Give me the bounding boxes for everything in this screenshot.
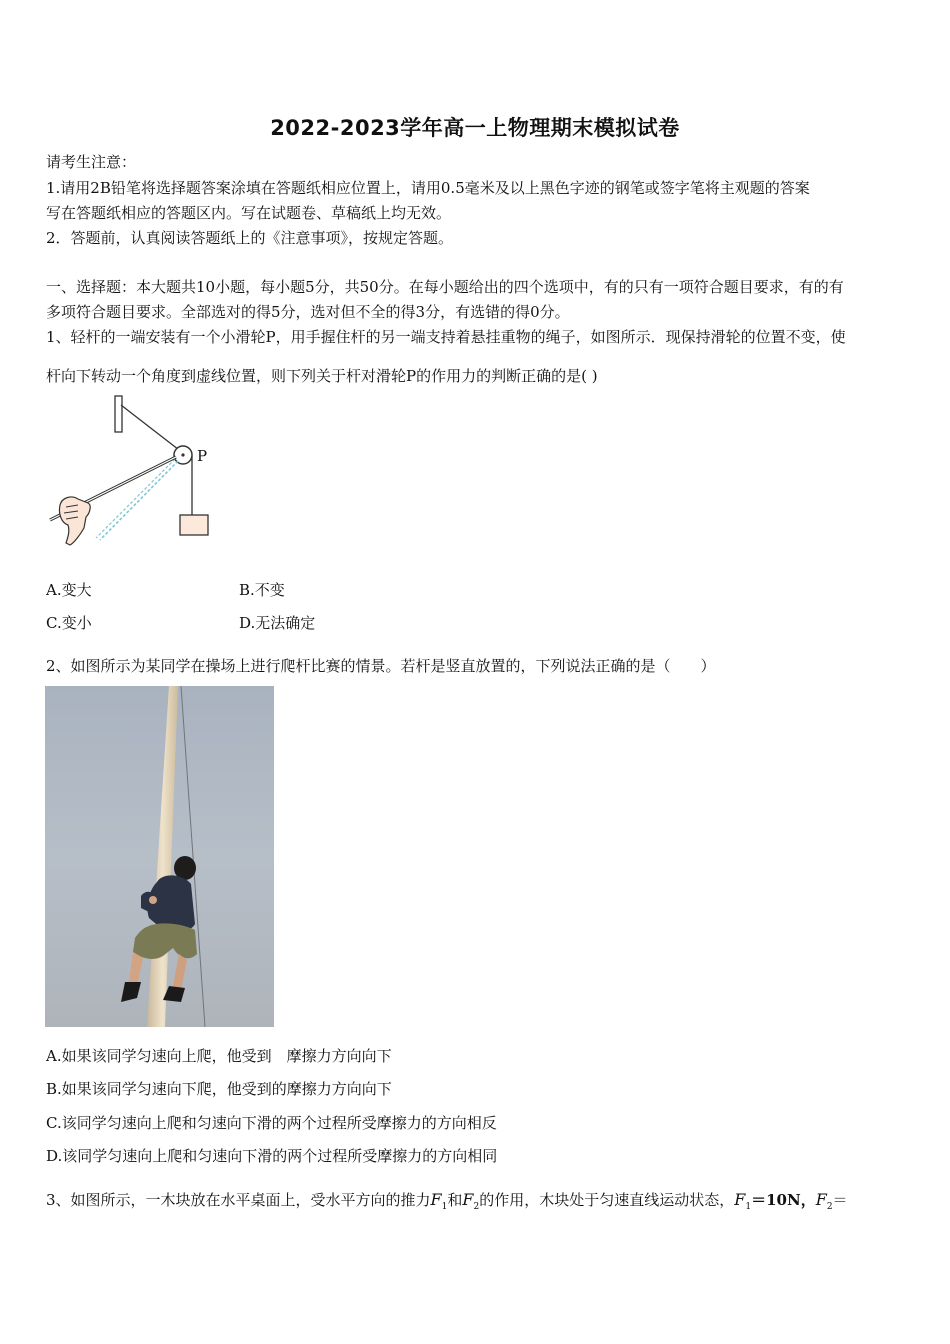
force-f1-symbol: $F_1$ [430,1190,448,1212]
dashed-rod-position [100,461,178,540]
question-2-photo [45,686,274,1027]
question-3-text-part-5: ＝ [832,1191,848,1209]
question-2-option-c[interactable]: C.该同学匀速向上爬和匀速向下滑的两个过程所受摩擦力的方向相反 [46,1114,497,1132]
notice-item-1-line-1: 1.请用2B铅笔将选择题答案涂填在答题纸相应位置上，请用0.5毫米及以上黑色字迹的钢笔或签字笔将主观题的答案 [46,179,810,197]
force-f1-value-symbol: $F_1$ [734,1190,752,1212]
question-1-stem-line-2: 杆向下转动一个角度到虚线位置，则下列关于杆对滑轮P的作用力的判断正确的是( ) [46,367,598,385]
page-title: 2022-2023学年高一上物理期末模拟试卷 [270,116,680,140]
section-1-intro-line-2: 多项符合题目要求。全部选对的得5分，选对但不全的得3分，有选错的得0分。 [46,303,570,321]
question-3-text-part-2: 和 [447,1191,463,1209]
question-1-figure [44,393,224,553]
question-2-option-b[interactable]: B.如果该同学匀速向下爬，他受到的摩擦力方向向下 [46,1080,392,1098]
question-1-option-a[interactable]: A.变大 [46,581,92,599]
notice-heading: 请考生注意： [46,153,137,171]
hand-icon [59,497,90,545]
wall-bracket [115,396,122,432]
question-3-stem [46,1190,908,1217]
question-2-option-d[interactable]: D.该同学匀速向上爬和匀速向下滑的两个过程所受摩擦力的方向相同 [46,1147,498,1165]
notice-item-2: 2．答题前，认真阅读答题纸上的《注意事项》，按规定答题。 [46,229,454,247]
question-2-option-a[interactable]: A.如果该同学匀速向上爬，他受到 摩擦力方向向下 [46,1047,392,1065]
weight-block [180,515,208,535]
force-f2-value-symbol: $F_2$ [815,1190,833,1212]
pulley-label: P [197,447,208,465]
question-3-text-part-1: 3、如图所示，一木块放在水平桌面上，受水平方向的推力 [46,1191,431,1209]
question-3-text-part-4: ＝10N， [751,1191,816,1209]
notice-item-1-line-2: 写在答题纸相应的答题区内。写在试题卷、草稿纸上均无效。 [46,204,452,222]
force-f2-symbol: $F_2$ [462,1190,480,1212]
question-1-stem-line-1: 1、轻杆的一端安装有一个小滑轮P，用手握住杆的另一端支持着悬挂重物的绳子，如图所示．现保持滑轮的位置不变，使 [46,328,846,346]
question-2-stem: 2、如图所示为某同学在操场上进行爬杆比赛的情景。若杆是竖直放置的，下列说法正确的是（ ） [46,657,716,675]
question-1-option-d[interactable]: D.无法确定 [239,614,316,632]
question-1-option-c[interactable]: C.变小 [46,614,92,632]
question-1-option-b[interactable]: B.不变 [239,581,285,599]
question-3-text-part-3: 的作用，木块处于匀速直线运动状态， [479,1191,735,1209]
upper-rope [121,405,183,453]
section-1-intro-line-1: 一、选择题：本大题共10小题，每小题5分，共50分。在每小题给出的四个选项中，有的只有一项符合题目要求，有的有 [46,278,844,296]
